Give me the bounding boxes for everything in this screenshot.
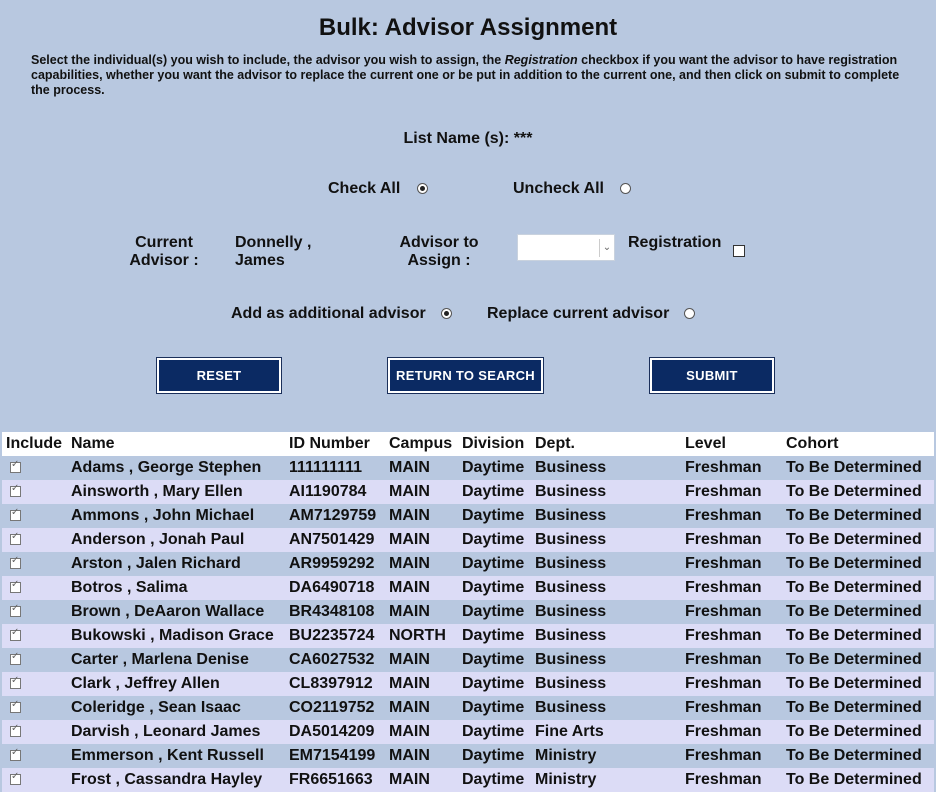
include-cell <box>2 744 67 768</box>
cell-dept: Business <box>531 696 681 720</box>
cell-level: Freshman <box>681 456 782 480</box>
reset-button[interactable]: RESET <box>157 358 281 393</box>
replace-current-radio[interactable] <box>684 308 695 319</box>
cell-cohort: To Be Determined <box>782 768 934 792</box>
cell-division: Daytime <box>458 744 531 768</box>
current-advisor-name: Donnelly , James <box>235 234 312 269</box>
col-include: Include <box>2 432 67 456</box>
cell-id: AN7501429 <box>285 528 385 552</box>
include-cell <box>2 720 67 744</box>
submit-button[interactable]: SUBMIT <box>650 358 774 393</box>
cell-id: CL8397912 <box>285 672 385 696</box>
cell-campus: MAIN <box>385 600 458 624</box>
cell-division: Daytime <box>458 600 531 624</box>
cell-cohort: To Be Determined <box>782 624 934 648</box>
cell-campus: MAIN <box>385 672 458 696</box>
cell-id: BU2235724 <box>285 624 385 648</box>
cell-name: Ammons , John Michael <box>67 504 285 528</box>
cell-name: Arston , Jalen Richard <box>67 552 285 576</box>
cell-division: Daytime <box>458 480 531 504</box>
cell-cohort: To Be Determined <box>782 648 934 672</box>
cell-cohort: To Be Determined <box>782 576 934 600</box>
cell-dept: Ministry <box>531 768 681 792</box>
cell-level: Freshman <box>681 600 782 624</box>
cell-cohort: To Be Determined <box>782 600 934 624</box>
cell-cohort: To Be Determined <box>782 528 934 552</box>
table-row <box>2 576 934 600</box>
cell-id: FR6651663 <box>285 768 385 792</box>
include-cell <box>2 672 67 696</box>
cell-level: Freshman <box>681 552 782 576</box>
cell-dept: Business <box>531 576 681 600</box>
cell-level: Freshman <box>681 576 782 600</box>
cell-campus: MAIN <box>385 480 458 504</box>
include-cell <box>2 600 67 624</box>
cell-name: Clark , Jeffrey Allen <box>67 672 285 696</box>
cell-name: Frost , Cassandra Hayley <box>67 768 285 792</box>
cell-name: Ainsworth , Mary Ellen <box>67 480 285 504</box>
cell-campus: MAIN <box>385 552 458 576</box>
include-checkbox[interactable] <box>10 630 21 641</box>
cell-division: Daytime <box>458 456 531 480</box>
cell-level: Freshman <box>681 720 782 744</box>
return-to-search-button[interactable]: RETURN TO SEARCH <box>388 358 543 393</box>
cell-level: Freshman <box>681 744 782 768</box>
cell-dept: Business <box>531 480 681 504</box>
cell-campus: MAIN <box>385 576 458 600</box>
cell-dept: Business <box>531 504 681 528</box>
include-cell <box>2 480 67 504</box>
cell-division: Daytime <box>458 720 531 744</box>
cell-dept: Ministry <box>531 744 681 768</box>
cell-division: Daytime <box>458 624 531 648</box>
table-row <box>2 504 934 528</box>
add-additional-label: Add as additional advisor <box>231 305 426 322</box>
cell-cohort: To Be Determined <box>782 720 934 744</box>
table-row <box>2 720 934 744</box>
add-additional-radio[interactable] <box>441 308 452 319</box>
include-checkbox[interactable] <box>10 606 21 617</box>
page-title: Bulk: Advisor Assignment <box>318 14 618 41</box>
cell-id: CA6027532 <box>285 648 385 672</box>
cell-campus: MAIN <box>385 504 458 528</box>
include-cell <box>2 504 67 528</box>
cell-campus: MAIN <box>385 648 458 672</box>
col-campus: Campus <box>385 432 458 456</box>
cell-name: Coleridge , Sean Isaac <box>67 696 285 720</box>
table-row <box>2 480 934 504</box>
cell-name: Adams , George Stephen <box>67 456 285 480</box>
cell-level: Freshman <box>681 504 782 528</box>
cell-cohort: To Be Determined <box>782 744 934 768</box>
include-cell <box>2 624 67 648</box>
table-row <box>2 768 934 792</box>
cell-id: AR9959292 <box>285 552 385 576</box>
cell-id: DA5014209 <box>285 720 385 744</box>
include-checkbox[interactable] <box>10 654 21 665</box>
cell-dept: Business <box>531 528 681 552</box>
include-cell <box>2 768 67 792</box>
table-row <box>2 624 934 648</box>
cell-name: Bukowski , Madison Grace <box>67 624 285 648</box>
include-cell <box>2 696 67 720</box>
cell-name: Brown , DeAaron Wallace <box>67 600 285 624</box>
check-all-label: Check All <box>328 180 401 197</box>
cell-id: CO2119752 <box>285 696 385 720</box>
include-checkbox[interactable] <box>10 750 21 761</box>
advisor-select[interactable] <box>517 234 615 261</box>
cell-id: BR4348108 <box>285 600 385 624</box>
cell-campus: MAIN <box>385 720 458 744</box>
cell-division: Daytime <box>458 648 531 672</box>
include-checkbox[interactable] <box>10 510 21 521</box>
include-checkbox[interactable] <box>10 726 21 737</box>
list-name: List Name (s): *** <box>403 130 533 147</box>
cell-id: AI1190784 <box>285 480 385 504</box>
cell-level: Freshman <box>681 768 782 792</box>
cell-name: Emmerson , Kent Russell <box>67 744 285 768</box>
include-checkbox[interactable] <box>10 678 21 689</box>
cell-level: Freshman <box>681 672 782 696</box>
table-row <box>2 456 934 480</box>
cell-level: Freshman <box>681 480 782 504</box>
include-checkbox[interactable] <box>10 462 21 473</box>
check-all-radio[interactable] <box>417 183 428 194</box>
cell-name: Anderson , Jonah Paul <box>67 528 285 552</box>
table-row <box>2 744 934 768</box>
include-cell <box>2 528 67 552</box>
cell-dept: Business <box>531 600 681 624</box>
cell-dept: Business <box>531 456 681 480</box>
include-cell <box>2 648 67 672</box>
cell-cohort: To Be Determined <box>782 456 934 480</box>
include-cell <box>2 456 67 480</box>
cell-cohort: To Be Determined <box>782 696 934 720</box>
cell-division: Daytime <box>458 576 531 600</box>
cell-dept: Business <box>531 552 681 576</box>
cell-level: Freshman <box>681 528 782 552</box>
cell-division: Daytime <box>458 696 531 720</box>
cell-division: Daytime <box>458 552 531 576</box>
cell-level: Freshman <box>681 696 782 720</box>
cell-campus: MAIN <box>385 696 458 720</box>
include-checkbox[interactable] <box>10 582 21 593</box>
table-row <box>2 648 934 672</box>
replace-current-label: Replace current advisor <box>487 305 670 322</box>
table-row <box>2 696 934 720</box>
cell-id: DA6490718 <box>285 576 385 600</box>
col-dept: Dept. <box>531 432 681 456</box>
student-table <box>2 432 934 792</box>
cell-campus: NORTH <box>385 624 458 648</box>
cell-division: Daytime <box>458 768 531 792</box>
uncheck-all-radio[interactable] <box>620 183 631 194</box>
table-row <box>2 600 934 624</box>
cell-campus: MAIN <box>385 768 458 792</box>
uncheck-all-label: Uncheck All <box>513 180 604 197</box>
cell-name: Darvish , Leonard James <box>67 720 285 744</box>
instructions-text: Select the individual(s) you wish to include, the advisor you wish to assign, the Registration checkbox if you want the advisor to have registration capabilities, whether you want the advisor to replace the current one or be put in addition to the current one, and then click on submit to complete the process. <box>31 53 900 97</box>
cell-division: Daytime <box>458 528 531 552</box>
table-row <box>2 672 934 696</box>
cell-division: Daytime <box>458 504 531 528</box>
cell-dept: Fine Arts <box>531 720 681 744</box>
cell-dept: Business <box>531 648 681 672</box>
registration-label: Registration <box>628 234 722 251</box>
cell-dept: Business <box>531 624 681 648</box>
cell-cohort: To Be Determined <box>782 672 934 696</box>
table-row <box>2 552 934 576</box>
include-checkbox[interactable] <box>10 702 21 713</box>
advisor-to-assign-label: Advisor to Assign : <box>399 234 479 269</box>
registration-checkbox[interactable] <box>733 245 745 257</box>
cell-cohort: To Be Determined <box>782 552 934 576</box>
col-level: Level <box>681 432 782 456</box>
table-header-row <box>2 432 934 456</box>
cell-id: 111111111 <box>285 456 385 480</box>
cell-id: EM7154199 <box>285 744 385 768</box>
include-checkbox[interactable] <box>10 486 21 497</box>
include-checkbox[interactable] <box>10 558 21 569</box>
cell-campus: MAIN <box>385 528 458 552</box>
cell-dept: Business <box>531 672 681 696</box>
col-name: Name <box>67 432 285 456</box>
chevron-down-icon: ⌄ <box>599 239 614 257</box>
cell-level: Freshman <box>681 648 782 672</box>
include-cell <box>2 552 67 576</box>
include-cell <box>2 576 67 600</box>
include-checkbox[interactable] <box>10 534 21 545</box>
cell-name: Carter , Marlena Denise <box>67 648 285 672</box>
col-cohort: Cohort <box>782 432 934 456</box>
current-advisor-label: Current Advisor : <box>129 234 199 269</box>
table-row <box>2 528 934 552</box>
cell-cohort: To Be Determined <box>782 480 934 504</box>
cell-cohort: To Be Determined <box>782 504 934 528</box>
cell-division: Daytime <box>458 672 531 696</box>
cell-id: AM7129759 <box>285 504 385 528</box>
cell-campus: MAIN <box>385 456 458 480</box>
cell-campus: MAIN <box>385 744 458 768</box>
cell-name: Botros , Salima <box>67 576 285 600</box>
col-division: Division <box>458 432 531 456</box>
col-id: ID Number <box>285 432 385 456</box>
cell-level: Freshman <box>681 624 782 648</box>
